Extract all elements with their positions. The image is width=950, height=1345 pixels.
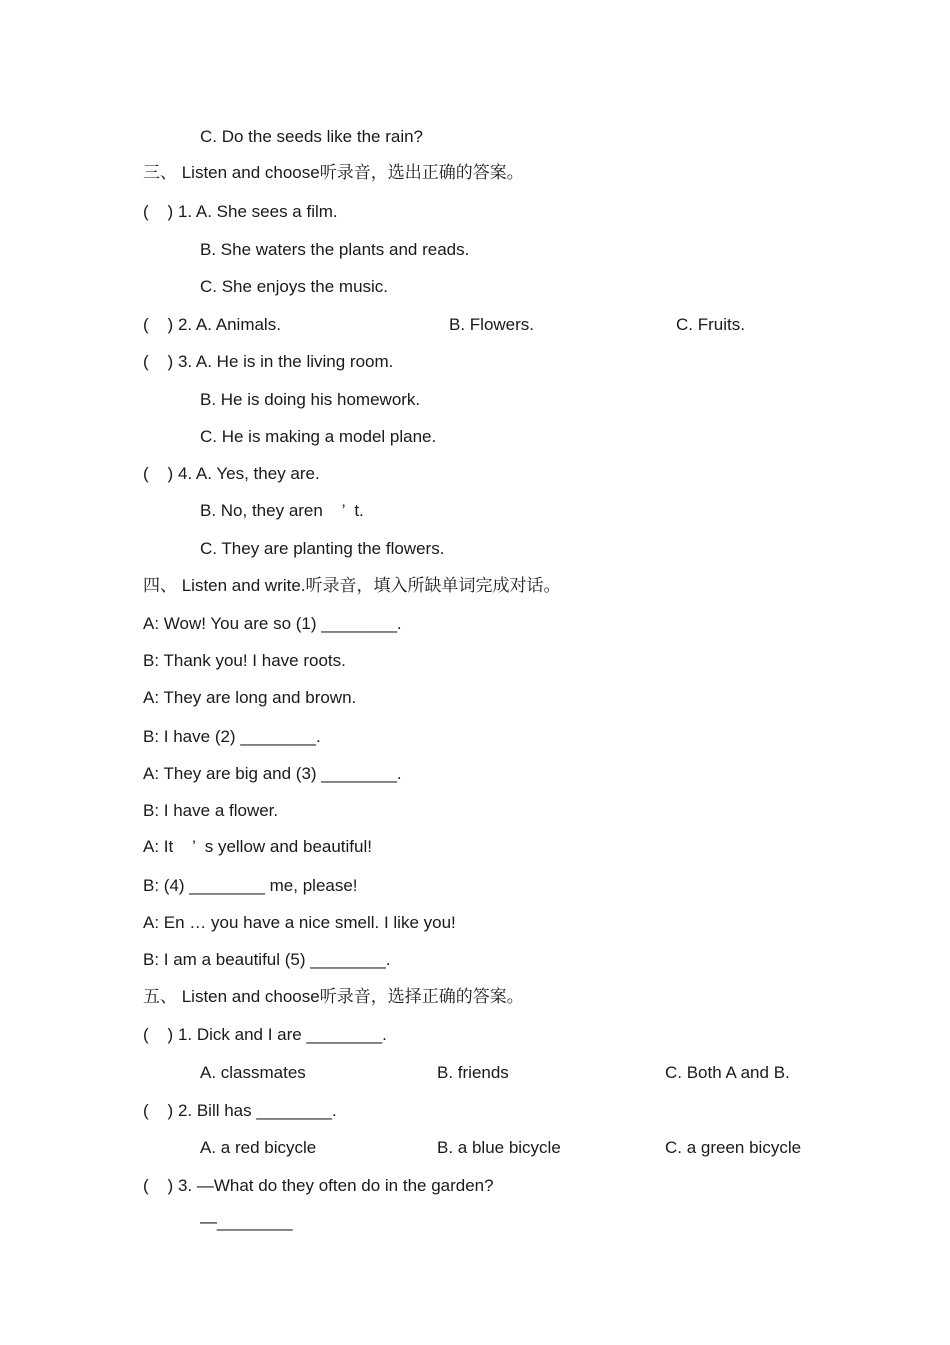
dialogue-line: A: Wow! You are so (1) ________. <box>143 614 402 633</box>
section5-q1-option-c: C. Both A and B. <box>665 1063 790 1082</box>
section3-q2-stem: ( ) 2. A. Animals. <box>143 315 281 334</box>
dialogue-line: B: I have a flower. <box>143 801 279 820</box>
section5-q1-option-a: A. classmates <box>200 1063 306 1082</box>
section3-q4-stem: ( ) 4. A. Yes, they are. <box>143 464 320 483</box>
section3-q2-option-b: B. Flowers. <box>449 315 535 334</box>
dialogue-line: A: It ’ s yellow and beautiful! <box>143 837 372 856</box>
section5-q3-stem: ( ) 3. —What do they often do in the garden? <box>143 1176 494 1195</box>
dialogue-line: A: En … you have a nice smell. I like you! <box>143 913 456 932</box>
dialogue-line: B: (4) ________ me, please! <box>143 876 358 895</box>
dialogue-line: B: Thank you! I have roots. <box>143 651 346 670</box>
section5-q2-option-a: A. a red bicycle <box>200 1138 317 1157</box>
section5-q1-stem: ( ) 1. Dick and I are ________. <box>143 1025 387 1044</box>
section3-q1-option-c: C. She enjoys the music. <box>200 277 389 296</box>
section5-q2-option-c: C. a green bicycle <box>665 1138 802 1157</box>
section3-heading: 三、 Listen and choose听录音，选出正确的答案。 <box>143 163 524 182</box>
section5-heading: 五、 Listen and choose听录音，选择正确的答案。 <box>143 987 524 1006</box>
dialogue-line: A: They are long and brown. <box>143 688 357 707</box>
section3-q1-stem: ( ) 1. A. She sees a film. <box>143 202 338 221</box>
section3-q4-option-b: B. No, they aren ’ t. <box>200 501 364 520</box>
section5-q1-option-b: B. friends <box>437 1063 509 1082</box>
section3-q3-stem: ( ) 3. A. He is in the living room. <box>143 352 394 371</box>
section3-q3-option-b: B. He is doing his homework. <box>200 390 421 409</box>
dialogue-line: A: They are big and (3) ________. <box>143 764 402 783</box>
section5-q3-answer-blank: —________ <box>200 1212 293 1231</box>
section2-option-c: C. Do the seeds like the rain? <box>200 127 424 146</box>
section3-q3-option-c: C. He is making a model plane. <box>200 427 437 446</box>
section3-q1-option-b: B. She waters the plants and reads. <box>200 240 470 259</box>
dialogue-line: B: I am a beautiful (5) ________. <box>143 950 391 969</box>
section5-q2-stem: ( ) 2. Bill has ________. <box>143 1101 337 1120</box>
section3-q2-option-c: C. Fruits. <box>676 315 745 334</box>
dialogue-line: B: I have (2) ________. <box>143 727 321 746</box>
section3-q4-option-c: C. They are planting the flowers. <box>200 539 445 558</box>
section4-heading: 四、 Listen and write.听录音，填入所缺单词完成对话。 <box>143 576 561 595</box>
section5-q2-option-b: B. a blue bicycle <box>437 1138 561 1157</box>
